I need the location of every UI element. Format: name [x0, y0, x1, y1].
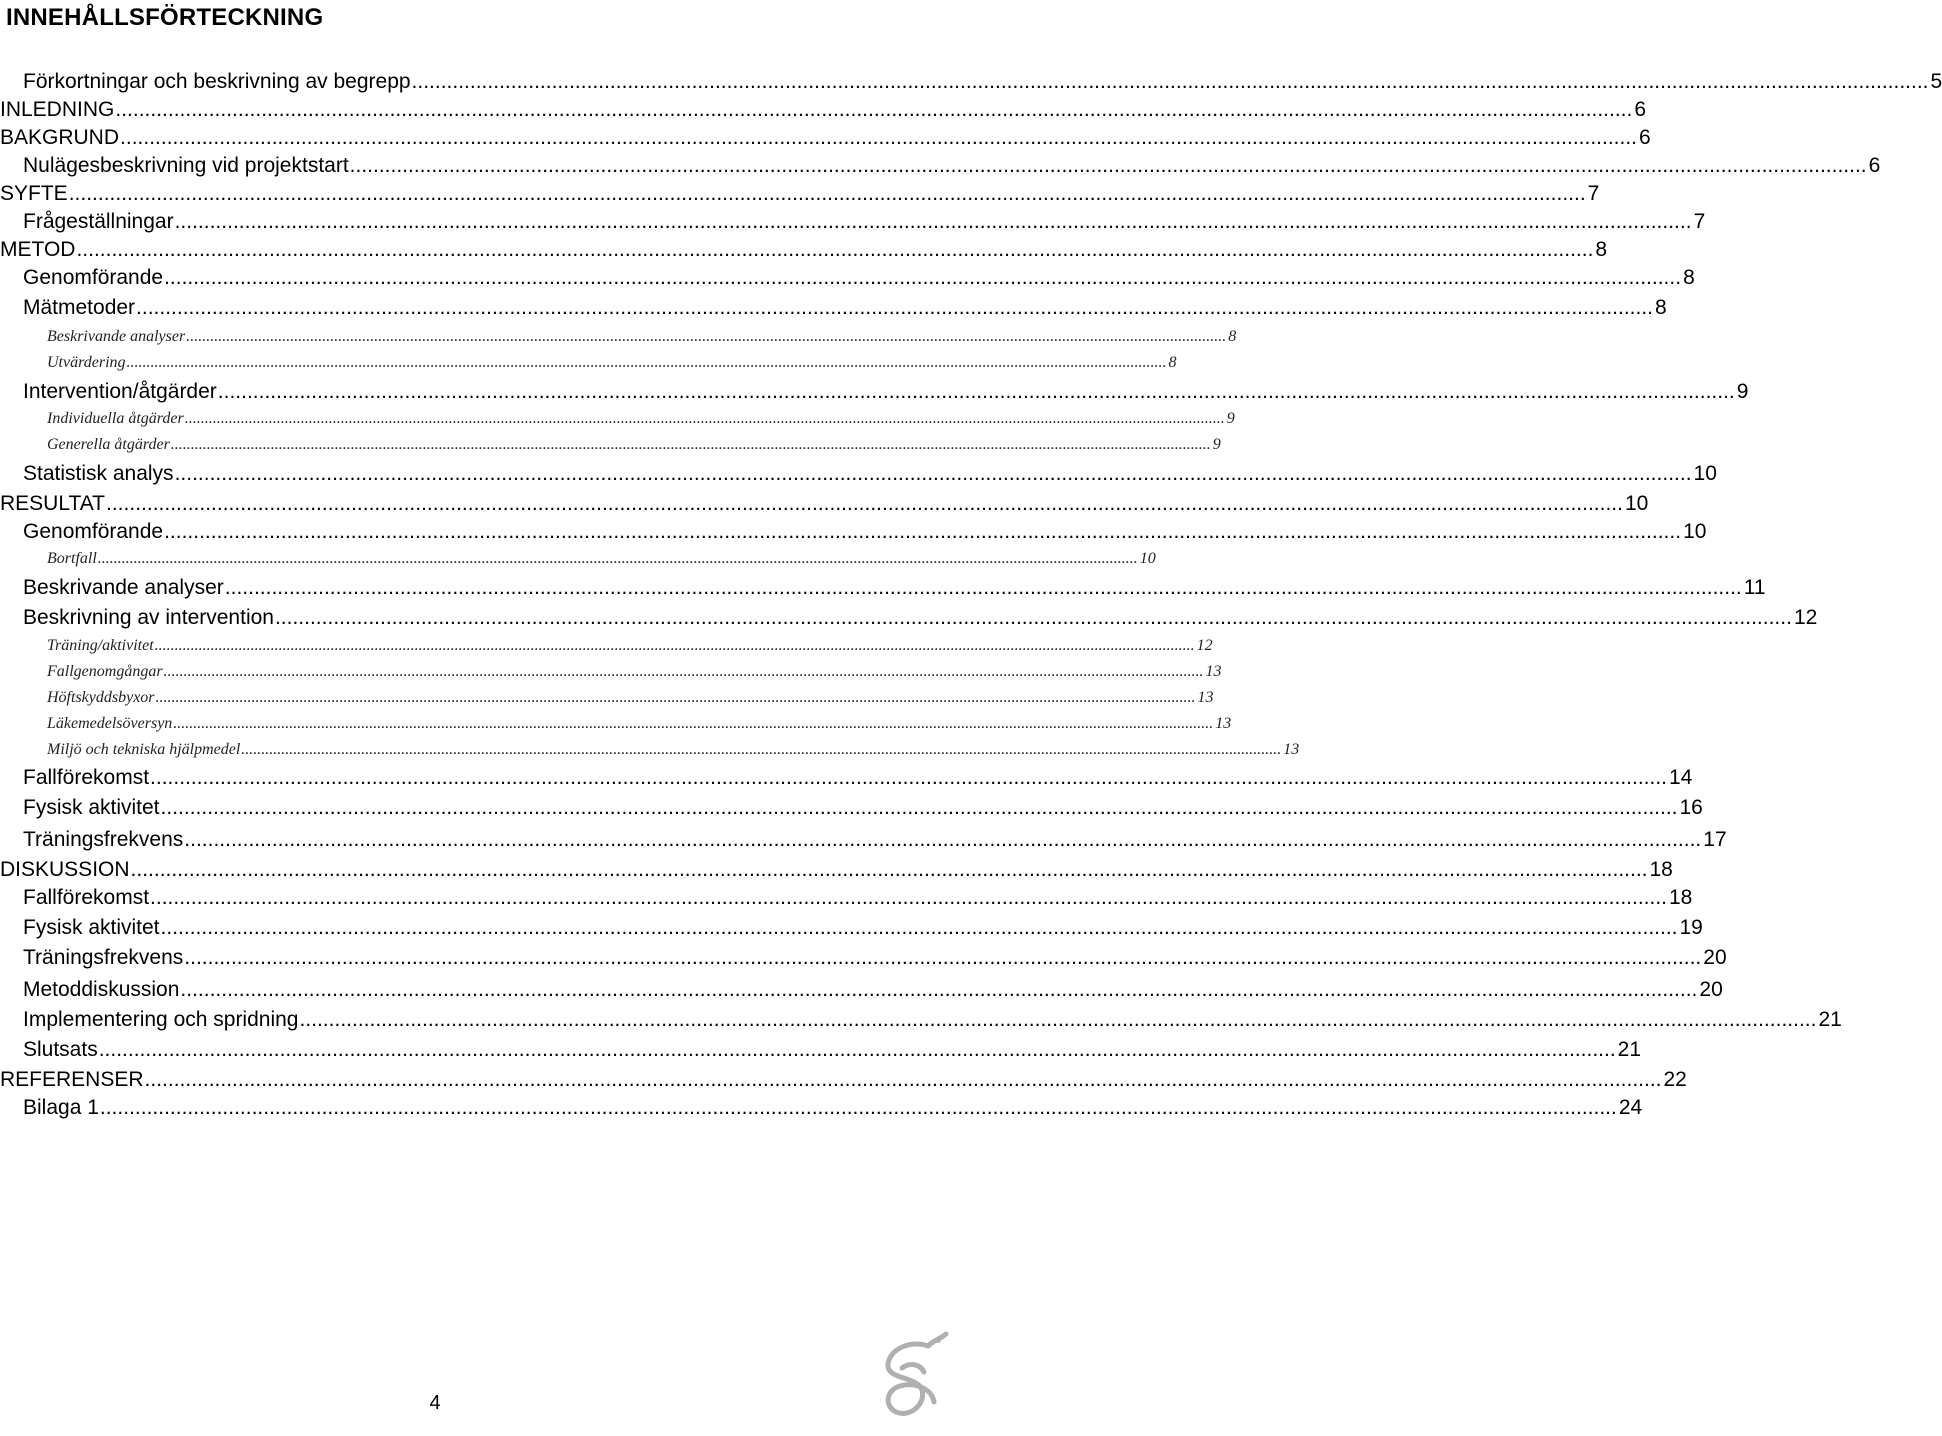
toc-entry-page: 8 — [1595, 238, 1608, 261]
toc-entry[interactable] — [47, 663, 1222, 681]
toc-entry[interactable] — [0, 492, 1649, 516]
toc-entry-page: 22 — [1663, 1068, 1687, 1091]
toc-entry-label: Miljö och tekniska hjälpmedel — [47, 741, 241, 758]
dragon-logo-icon — [872, 1332, 952, 1428]
toc-entry[interactable] — [47, 354, 1177, 372]
dot-leader: .................................................................................................................................................................................................................................................................... — [184, 946, 1702, 969]
toc-entry-label: Beskrivande analyser — [47, 328, 186, 345]
toc-entry-label: Förkortningar och beskrivning av begrepp — [23, 70, 411, 93]
toc-entry[interactable] — [23, 210, 1706, 234]
toc-entry-label: Statistisk analys — [23, 462, 174, 485]
toc-title: INNEHÅLLSFÖRTECKNING — [6, 4, 324, 31]
toc-entry[interactable] — [47, 436, 1221, 454]
dot-leader: .................................................................................................................................................................................................................................................................... — [97, 550, 1138, 567]
toc-entry[interactable] — [47, 328, 1237, 346]
dot-leader: .................................................................................................................................................................................................................................................................... — [160, 916, 1678, 939]
toc-entry[interactable] — [47, 715, 1232, 733]
toc-entry-label: Läkemedelsöversyn — [47, 715, 173, 732]
toc-entry[interactable] — [23, 1096, 1643, 1120]
toc-entry-label: METOD — [0, 238, 76, 261]
dot-leader: .................................................................................................................................................................................................................................................................... — [115, 98, 1633, 121]
dot-leader: .................................................................................................................................................................................................................................................................... — [98, 1038, 1616, 1061]
toc-entry[interactable] — [23, 886, 1693, 910]
toc-entry-page: 20 — [1699, 978, 1723, 1001]
toc-entry-label: Metoddiskussion — [23, 978, 180, 1001]
toc-entry-page: 8 — [1683, 266, 1695, 289]
dot-leader: .................................................................................................................................................................................................................................................................... — [76, 238, 1594, 261]
toc-entry[interactable] — [23, 606, 1818, 630]
toc-entry-page: 6 — [1639, 126, 1651, 149]
toc-entry-page: 13 — [1215, 715, 1232, 732]
toc-entry[interactable] — [23, 1038, 1642, 1062]
toc-entry-page: 20 — [1703, 946, 1727, 969]
dot-leader: .................................................................................................................................................................................................................................................................... — [241, 741, 1282, 758]
dot-leader: .................................................................................................................................................................................................................................................................... — [164, 266, 1682, 289]
dot-leader: .................................................................................................................................................................................................................................................................... — [274, 606, 1792, 629]
toc-entry[interactable] — [0, 238, 1608, 262]
toc-entry[interactable] — [47, 637, 1213, 655]
toc-entry-page: 10 — [1139, 550, 1156, 567]
toc-entry[interactable] — [23, 1008, 1842, 1032]
dot-leader: .................................................................................................................................................................................................................................................................... — [150, 886, 1667, 909]
toc-entry-page: 18 — [1649, 858, 1673, 881]
toc-entry-label: Fallförekomst — [23, 886, 150, 909]
dot-leader: .................................................................................................................................................................................................................................................................... — [144, 1068, 1662, 1091]
toc-entry-label: Fysisk aktivitet — [23, 916, 160, 939]
toc-entry-page: 9 — [1736, 380, 1749, 403]
dot-leader: .................................................................................................................................................................................................................................................................... — [180, 978, 1698, 1001]
toc-entry[interactable] — [23, 978, 1723, 1002]
dot-leader: .................................................................................................................................................................................................................................................................... — [136, 296, 1654, 319]
toc-entry-page: 11 — [1743, 576, 1766, 599]
toc-entry-label: SYFTE — [0, 182, 68, 205]
dot-leader: .................................................................................................................................................................................................................................................................... — [186, 328, 1227, 345]
dot-leader: .................................................................................................................................................................................................................................................................... — [349, 154, 1867, 177]
toc-entry[interactable] — [23, 946, 1727, 970]
toc-entry[interactable] — [47, 410, 1235, 428]
toc-entry-label: Genomförande — [23, 520, 164, 543]
toc-entry-label: Implementering och spridning — [23, 1008, 299, 1031]
dot-leader: .................................................................................................................................................................................................................................................................... — [184, 828, 1702, 851]
toc-entry-label: Fallgenomgångar — [47, 663, 163, 680]
toc-entry[interactable] — [0, 182, 1600, 206]
toc-entry-label: Individuella åtgärder — [47, 410, 184, 427]
toc-entry-page: 13 — [1205, 663, 1222, 680]
toc-entry-label: Bilaga 1 — [23, 1096, 99, 1119]
toc-entry-label: Höftskyddsbyxor — [47, 689, 155, 706]
dot-leader: .................................................................................................................................................................................................................................................................... — [299, 1008, 1817, 1031]
dot-leader: .................................................................................................................................................................................................................................................................... — [154, 637, 1195, 654]
toc-entry[interactable] — [23, 296, 1667, 320]
dot-leader: .................................................................................................................................................................................................................................................................... — [411, 70, 1929, 93]
toc-entry-label: Generella åtgärder — [47, 436, 170, 453]
toc-entry-page: 14 — [1669, 766, 1693, 789]
dot-leader: .................................................................................................................................................................................................................................................................... — [99, 1096, 1617, 1119]
toc-entry[interactable] — [23, 916, 1703, 940]
dot-leader: .................................................................................................................................................................................................................................................................... — [150, 766, 1667, 789]
toc-entry-page: 19 — [1679, 916, 1703, 939]
toc-entry-label: Träning/aktivitet — [47, 637, 154, 654]
dot-leader: .................................................................................................................................................................................................................................................................... — [217, 380, 1735, 403]
toc-entry-page: 8 — [1168, 354, 1177, 371]
toc-entry[interactable] — [23, 266, 1695, 290]
toc-entry-page: 7 — [1693, 210, 1706, 233]
dot-leader: .................................................................................................................................................................................................................................................................... — [164, 520, 1682, 543]
dot-leader: .................................................................................................................................................................................................................................................................... — [160, 796, 1678, 819]
toc-entry-page: 13 — [1283, 741, 1300, 758]
toc-entry-page: 8 — [1655, 296, 1667, 319]
toc-entry[interactable] — [23, 380, 1749, 404]
dot-leader: .................................................................................................................................................................................................................................................................... — [130, 858, 1648, 881]
toc-entry-page: 6 — [1634, 98, 1647, 121]
toc-entry-page: 10 — [1683, 520, 1707, 543]
toc-entry[interactable] — [47, 741, 1300, 759]
toc-entry-page: 10 — [1624, 492, 1649, 515]
toc-entry-page: 7 — [1587, 182, 1600, 205]
toc-entry[interactable] — [23, 154, 1881, 178]
toc-entry-label: Genomförande — [23, 266, 164, 289]
toc-entry[interactable] — [0, 98, 1647, 122]
dot-leader: .................................................................................................................................................................................................................................................................... — [106, 492, 1623, 515]
toc-entry-page: 12 — [1793, 606, 1818, 629]
toc-entry-page: 6 — [1868, 154, 1881, 177]
toc-entry-label: Frågeställningar — [23, 210, 174, 233]
toc-entry[interactable] — [23, 766, 1693, 790]
dot-leader: .................................................................................................................................................................................................................................................................... — [173, 715, 1214, 732]
page-number: 4 — [429, 1392, 441, 1414]
dot-leader: .................................................................................................................................................................................................................................................................... — [163, 663, 1204, 680]
dot-leader: .................................................................................................................................................................................................................................................................... — [126, 354, 1167, 371]
toc-entry[interactable] — [23, 796, 1703, 820]
toc-entry-page: 13 — [1197, 689, 1214, 706]
toc-entry-page: 9 — [1212, 436, 1221, 453]
toc-entry[interactable] — [0, 1068, 1687, 1092]
toc-entry-label: Beskrivning av intervention — [23, 606, 274, 629]
toc-entry-page: 18 — [1669, 886, 1693, 909]
toc-entry-label: Intervention/åtgärder — [23, 380, 217, 403]
toc-entry[interactable] — [0, 126, 1651, 150]
dot-leader: .................................................................................................................................................................................................................................................................... — [184, 410, 1225, 427]
dot-leader: .................................................................................................................................................................................................................................................................... — [120, 126, 1637, 149]
toc-entry[interactable] — [23, 70, 1942, 94]
toc-entry[interactable] — [47, 550, 1156, 568]
toc-entry-label: DISKUSSION — [0, 858, 130, 881]
toc-entry[interactable] — [23, 828, 1727, 852]
toc-entry-label: BAKGRUND — [0, 126, 120, 149]
toc-entry-page: 9 — [1226, 410, 1235, 427]
dot-leader: .................................................................................................................................................................................................................................................................... — [174, 462, 1692, 485]
dot-leader: .................................................................................................................................................................................................................................................................... — [155, 689, 1196, 706]
dot-leader: .................................................................................................................................................................................................................................................................... — [174, 210, 1692, 233]
toc-entry-page: 24 — [1618, 1096, 1643, 1119]
toc-entry-label: Fysisk aktivitet — [23, 796, 160, 819]
toc-entry-page: 21 — [1818, 1008, 1842, 1031]
toc-entry-label: Träningsfrekvens — [23, 946, 184, 969]
dot-leader: .................................................................................................................................................................................................................................................................... — [68, 182, 1586, 205]
toc-entry-label: Slutsats — [23, 1038, 98, 1061]
dot-leader: .................................................................................................................................................................................................................................................................... — [224, 576, 1742, 599]
toc-entry-label: Fallförekomst — [23, 766, 150, 789]
toc-entry[interactable] — [23, 520, 1707, 544]
toc-entry-page: 21 — [1617, 1038, 1642, 1061]
toc-entry-label: Nulägesbeskrivning vid projektstart — [23, 154, 349, 177]
toc-entry[interactable] — [23, 576, 1766, 600]
toc-entry[interactable] — [47, 689, 1214, 707]
toc-entry-label: Mätmetoder — [23, 296, 136, 319]
toc-entry-label: Utvärdering — [47, 354, 126, 371]
toc-entry[interactable] — [23, 462, 1717, 486]
toc-entry-page: 5 — [1930, 70, 1942, 93]
toc-entry-label: REFERENSER — [0, 1068, 144, 1091]
toc-entry-label: Bortfall — [47, 550, 97, 567]
toc-entry[interactable] — [0, 858, 1673, 882]
toc-entry-page: 8 — [1228, 328, 1237, 345]
toc-entry-label: RESULTAT — [0, 492, 106, 515]
dot-leader: .................................................................................................................................................................................................................................................................... — [170, 436, 1211, 453]
toc-entry-page: 12 — [1196, 637, 1213, 654]
toc-entry-page: 17 — [1703, 828, 1727, 851]
toc-entry-page: 16 — [1679, 796, 1703, 819]
toc-entry-label: INLEDNING — [0, 98, 115, 121]
toc-entry-page: 10 — [1693, 462, 1717, 485]
toc-entry-label: Träningsfrekvens — [23, 828, 184, 851]
toc-entry-label: Beskrivande analyser — [23, 576, 224, 599]
